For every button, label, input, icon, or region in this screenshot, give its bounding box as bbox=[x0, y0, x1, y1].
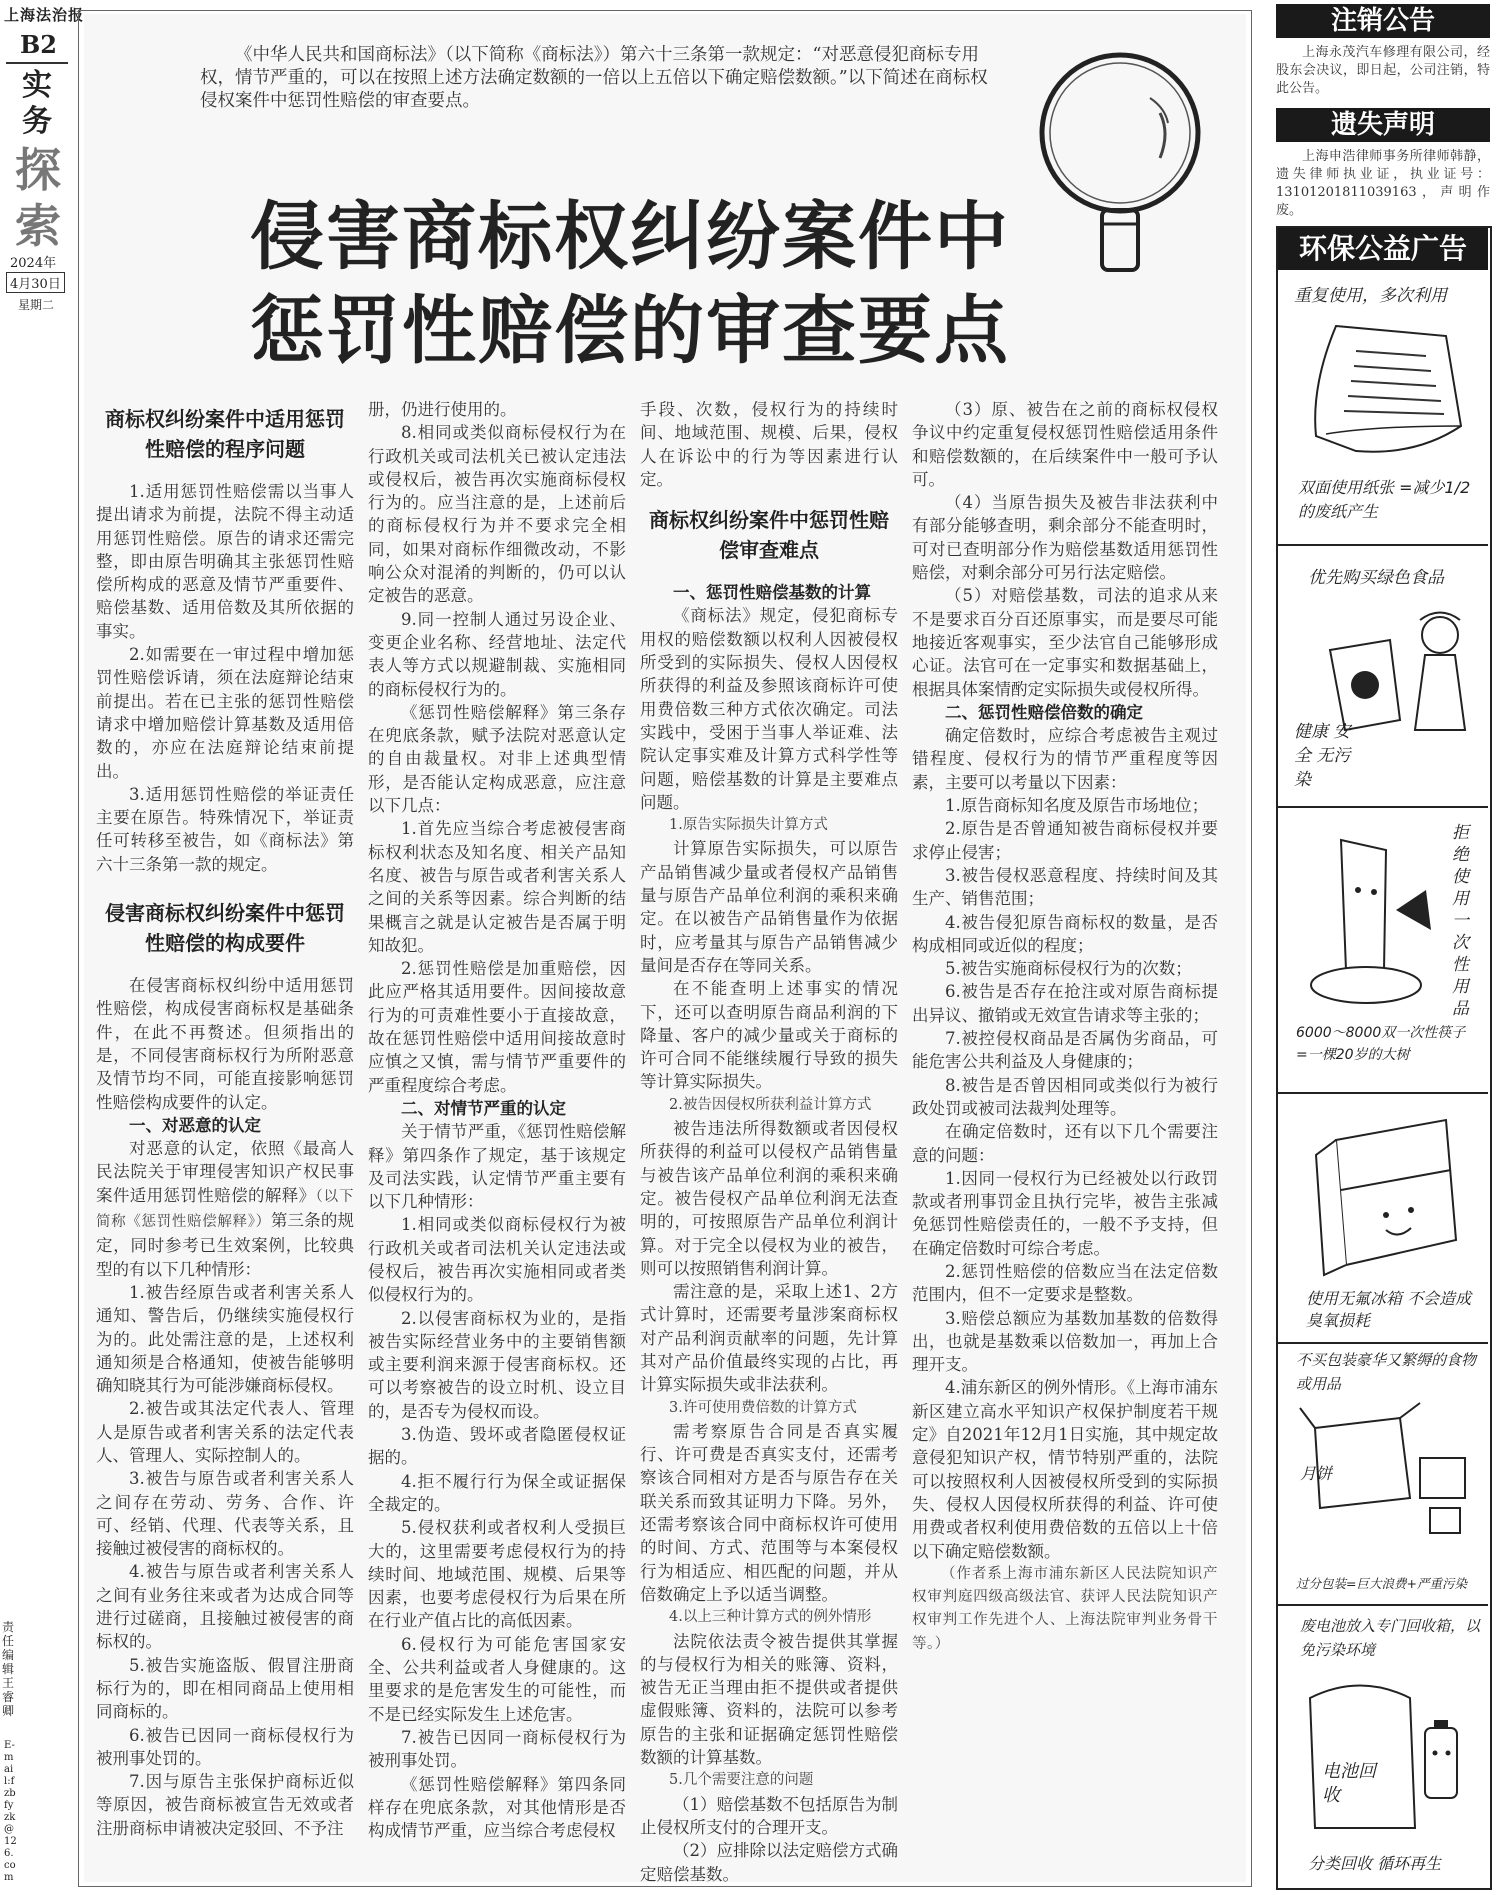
paragraph: 3.被告侵权恶意程度、持续时间及其生产、销售范围； bbox=[912, 865, 1218, 909]
paragraph: 法院依法责令被告提供其掌握的与侵权行为相关的账簿、资料，被告无正当理由拒不提供或者提供虚假账簿、资料的，法院可以参考原告的主张和证据确定惩罚性赔偿数额的计算基数。 bbox=[640, 1631, 898, 1768]
paragraph: 3.伪造、毁坏或者隐匿侵权证据的。 bbox=[368, 1425, 626, 1468]
paragraph: 《商标法》规定，侵犯商标专用权的赔偿数额以权利人因被侵权所受到的实际损失、侵权人因侵权所获得的利益及参照该商标许可使用费倍数三种方式依次确定。司法实践中，受困于当事人举证难、法院认定事实难及计算方式科学性等问题，赔偿基数的计算是主要难点问题。 bbox=[640, 606, 898, 812]
paragraph: 需考察原告合同是否真实履行、许可费是否真实支付，还需考察该合同相对方是否与原告存在关联关系而致其证明力下降。另外，还需考察该合同中商标权许可使用的时间、方式、范围等与本案侵权行为相适应、相匹配的问题，并从倍数确定上予以适当调整。 bbox=[640, 1421, 898, 1604]
paragraph-text: 第三条的规定，同时参考已生效案例，比较典型的有以下几种情形： bbox=[96, 1211, 354, 1279]
paragraph: 5.被告实施商标侵权行为的次数； bbox=[945, 959, 1192, 979]
paragraph: 2.被告或其法定代表人、管理人是原告或者利害关系的法定代表人、管理人、实际控制人的。 bbox=[96, 1399, 354, 1465]
paragraph bbox=[96, 1137, 354, 1281]
paragraph: 7.被告已因同一商标侵权行为被刑事处罚。 bbox=[368, 1727, 626, 1771]
issue-date: 4月30日 bbox=[6, 272, 65, 293]
paragraph: （3）原、被告在之前的商标权侵权争议中约定重复侵权惩罚性赔偿适用条件和赔偿数额的，在后续案件中一般可予认可。 bbox=[912, 400, 1218, 489]
small-heading: 5.几个需要注意的问题 bbox=[669, 1772, 814, 1789]
article-column-3 bbox=[640, 398, 898, 1886]
paragraph-note: （以下简称《惩罚性赔偿解释》） bbox=[96, 1188, 355, 1231]
paragraph: 3.适用惩罚性赔偿的举证责任主要在原告。特殊情况下，举证责任可转移至被告，如《商标法》第六十三条第一款的规定。 bbox=[96, 784, 354, 874]
paragraph: 4.浦东新区的例外情形。《上海市浦东新区建立高水平知识产权保护制度若干规定》自2021年12月1日实施，其中规定故意侵犯知识产权，情节特别严重的，法院可以按照权利人因被侵权所受到的实际损失、侵权人因侵权所获得的利益、许可使用费或者权利使用费倍数的五倍以上十倍以下确定赔偿数额。 bbox=[912, 1378, 1218, 1561]
issue-year: 2024年 bbox=[10, 256, 57, 271]
small-heading: 2.被告因侵权所获利益计算方式 bbox=[669, 1096, 872, 1113]
paragraph: 在不能查明上述事实的情况下，还可以查明原告商品利润的下降量、客户的减少量或关于商标的许可合同不能继续履行导致的损失等计算实际损失。 bbox=[640, 979, 898, 1092]
section-heading: 二、对情节严重的认定 bbox=[401, 1098, 566, 1118]
subheading: 商标权纠纷案件中惩罚性赔偿审查难点 bbox=[649, 508, 889, 563]
notice-title: 注销公告 bbox=[1276, 4, 1490, 38]
paragraph: 4.被告侵犯原告商标权的数量，是否构成相同或近似的程度； bbox=[912, 912, 1218, 955]
paragraph: 4.被告与原告或者利害关系人之间有业务往来或者为达成合同等进行过磋商，且接触过被侵害的商标权的。 bbox=[96, 1562, 354, 1652]
tree-stump-icon bbox=[1296, 820, 1436, 1020]
ad-caption: 废电池放入专门回收箱，以免污染环境 bbox=[1300, 1617, 1481, 1659]
paragraph: 手段、次数，侵权行为的持续时间、地域范围、规模、后果，侵权人在诉讼中的行为等因素进行认定。 bbox=[640, 400, 898, 489]
paragraph: 1.被告经原告或者利害关系人通知、警告后，仍继续实施侵权行为的。此处需注意的是，上述权利通知须是合格通知，使被告能够明确知晓其行为可能涉嫌商标侵权。 bbox=[96, 1282, 354, 1396]
paragraph: 1.因同一侵权行为已经被处以行政罚款或者刑事罚金且执行完毕，被告主张减免惩罚性赔偿责任的，一般不予支持，但在确定倍数时可综合考虑。 bbox=[912, 1168, 1218, 1258]
paragraph: 1.相同或类似商标侵权行为被行政机关或者司法机关认定违法或侵权后，被告再次实施相同或者类似侵权行为的。 bbox=[368, 1215, 626, 1305]
paper-icon bbox=[1296, 316, 1476, 466]
paragraph: 2.如需要在一审过程中增加惩罚性赔偿诉请，须在法庭辩论结束前提出。若在已主张的惩罚性赔偿请求中增加赔偿计算基数及适用倍数的，亦应在法庭辩论结束前提出。 bbox=[96, 645, 354, 781]
paragraph: 关于情节严重，《惩罚性赔偿解释》第四条作了规定，基于该规定及司法实践，认定情节严重主要有以下几种情形： bbox=[368, 1122, 626, 1212]
paragraph: 7.因与原告主张保护商标近似等原因，被告商标被宣告无效或者注册商标申请被决定驳回、不予注 bbox=[96, 1772, 354, 1838]
subheading: 侵害商标权纠纷案件中惩罚性赔偿的构成要件 bbox=[105, 901, 345, 956]
small-heading: 4.以上三种计算方式的例外情形 bbox=[669, 1609, 872, 1626]
battery-bin-label: 电池回收 bbox=[1322, 1761, 1376, 1806]
issue-weekday: 星期二 bbox=[18, 298, 55, 312]
paragraph: 被告违法所得数额或者因侵权所获得的利益可以侵权产品销售量与被告该产品单位利润的乘积来确定。被告侵权产品单位利润无法查明的，可按照原告产品单位利润计算。对于完全以侵权为业的被告，则可以按照销售利润计算。 bbox=[640, 1119, 898, 1278]
paragraph: 1.首先应当综合考虑被侵害商标权利状态及知名度、相关产品知名度、被告与原告或者利害关系人之间的关系等因素。综合判断的结果概言之就是认定被告是否属于明知故犯。 bbox=[368, 819, 626, 955]
ad-caption: 重复使用，多次利用 bbox=[1294, 286, 1447, 306]
paragraph: 《惩罚性赔偿解释》第四条同样存在兜底条款，对其他情形是否构成情节严重，应当综合考虑侵权 bbox=[368, 1774, 626, 1841]
paragraph: （2）应排除以法定赔偿方式确定赔偿基数。 bbox=[640, 1841, 898, 1884]
section-label: 实务 bbox=[22, 68, 52, 139]
notice-title: 遗失声明 bbox=[1276, 108, 1490, 142]
ad-caption: 分类回收 循环再生 bbox=[1308, 1854, 1442, 1873]
paragraph: 3.被告与原告或者利害关系人之间存在劳动、劳务、合作、许可、经销、代理、代表等关系，且接触过被侵害的商标权的。 bbox=[96, 1469, 354, 1559]
section-sublabel: 探索 bbox=[15, 143, 61, 253]
paragraph: （4）当原告损失及被告非法获利中有部分能够查明，剩余部分不能查明时，可对已查明部分作为赔偿基数适用惩罚性赔偿，对剩余部分可另行法定赔偿。 bbox=[912, 493, 1218, 583]
article-column-4 bbox=[912, 398, 1218, 1656]
paragraph: （1）赔偿基数不包括原告为制止侵权所支付的合理开支。 bbox=[640, 1794, 898, 1837]
paragraph: 在侵害商标权纠纷中适用惩罚性赔偿，构成侵害商标权是基础条件，在此不再赘述。但须指出的是，不同侵害商标权行为所附恶意及情节均不同，可能直接影响惩罚性赔偿构成要件的认定。 bbox=[96, 976, 354, 1112]
section-heading: 一、惩罚性赔偿基数的计算 bbox=[673, 583, 871, 603]
ad-caption: 6000～8000双一次性筷子 =一棵20岁的大树 bbox=[1296, 1025, 1466, 1063]
ad-caption: 优先购买绿色食品 bbox=[1308, 568, 1444, 588]
ad-caption: 使用无氟冰箱 不会造成臭氧损耗 bbox=[1306, 1289, 1472, 1330]
paragraph-text: 对恶意的认定，依照《最高人民法院关于审理侵害知识产权民事案件适用惩罚性赔偿的解释》 bbox=[96, 1139, 354, 1205]
page-number: B2 bbox=[20, 30, 57, 59]
notice-text: 上海申浩律师事务所律师韩静，遗失律师执业证，执业证号：13101201811039163，声明作废。 bbox=[1276, 149, 1490, 218]
headline-line-2: 惩罚性赔偿的审查要点 bbox=[250, 288, 1010, 374]
paragraph: （5）对赔偿基数，司法的追求从来不是要求百分百还原事实，而是要尽可能地接近客观事实，至少法官自己能够形成心证。法官可在一定事实和数据基础上，根据具体案情酌定实际损失或侵权所得。 bbox=[912, 586, 1218, 699]
small-heading: 1.原告实际损失计算方式 bbox=[669, 817, 828, 834]
paragraph: 6.被告已因同一商标侵权行为被刑事处罚的。 bbox=[96, 1725, 354, 1768]
section-heading: 二、惩罚性赔偿倍数的确定 bbox=[945, 702, 1143, 722]
fridge-icon bbox=[1296, 1110, 1476, 1280]
battery-bin-icon bbox=[1290, 1668, 1480, 1838]
section-heading: 一、对恶意的认定 bbox=[129, 1115, 261, 1135]
editor-email: E-mail:fzbfyzk@126.com bbox=[4, 1740, 17, 1883]
paragraph: 2.以侵害商标权为业的，是指被告实际经营业务中的主要销售额或主要利润来源于侵害商标权。还可以考察被告的设立时机、设立目的，是否专为侵权而设。 bbox=[368, 1308, 626, 1421]
paragraph: 1.适用惩罚性赔偿需以当事人提出请求为前提，法院不得主动适用惩罚性赔偿。原告的请求还需完整，即由原告明确其主张惩罚性赔偿所构成的恶意及情节严重要件、赔偿基数、适用倍数及其所依据的事实。 bbox=[96, 482, 354, 641]
author-note: （作者系上海市浦东新区人民法院知识产权审判庭四级高级法官、获评人民法院知识产权审判工作先进个人、上海法院审判业务骨干等。） bbox=[912, 1565, 1218, 1652]
paragraph: 《惩罚性赔偿解释》第三条存在兜底条款，赋予法院对恶意认定的自由裁量权。对非上述典型情形，是否能认定构成恶意，应注意以下几点： bbox=[368, 702, 626, 816]
ad-caption: 过分包装=巨大浪费+严重污染 bbox=[1296, 1576, 1467, 1591]
paragraph: 9.同一控制人通过另设企业、变更企业名称、经营地址、法定代表人等方式以规避制裁、实施相同的商标侵权行为的。 bbox=[368, 609, 626, 699]
paragraph: 需注意的是，采取上述1、2方式计算时，还需要考量涉案商标权对产品利润贡献率的问题，先计算其对产品价值最终实现的占比，再计算实际损失或非法获利。 bbox=[640, 1282, 898, 1395]
subheading: 商标权纠纷案件中适用惩罚性赔偿的程序问题 bbox=[105, 407, 345, 461]
paragraph: 2.惩罚性赔偿是加重赔偿，因此应严格其适用要件。因间接故意行为的可责难性要小于直接故意，故在惩罚性赔偿中适用间接故意时应慎之又慎，需与情节严重要件的严重程度综合考虑。 bbox=[368, 959, 626, 1095]
paragraph: 5.被告实施盗版、假冒注册商标行为的，即在相同商品上使用相同商标的。 bbox=[96, 1655, 354, 1722]
paragraph: 6.被告是否存在抢注或对原告商标提出异议、撤销或无效宣告请求等主张的； bbox=[912, 982, 1218, 1025]
paragraph: 4.拒不履行行为保全或证据保全裁定的。 bbox=[368, 1471, 626, 1514]
lead-paragraph: 《中华人民共和国商标法》（以下简称《商标法》）第六十三条第一款规定：“对恶意侵犯商标专用权，情节严重的，可以在按照上述方法确定数额的一倍以上五倍以下确定赔偿数额。”以下简述在商标权侵权案件中惩罚性赔偿的审查要点。 bbox=[200, 45, 988, 111]
paragraph: 5.侵权获利或者权利人受损巨大的，这里需要考虑侵权行为的持续时间、地域范围、规模、后果等因素，也要考虑侵权行为后果在所在行业产值占比的高低因素。 bbox=[368, 1518, 626, 1631]
paragraph: 8.相同或类似商标侵权行为在行政机关或司法机关已被认定违法或侵权后，被告再次实施商标侵权行为的。应当注意的是，上述前后的商标侵权行为并不要求完全相同，如果对商标作细微改动，不影响公众对混淆的判断的，仍可以认定被告的恶意。 bbox=[368, 423, 626, 606]
paragraph: 3.赔偿总额应为基数加基数的倍数得出，也就是基数乘以倍数加一，再加上合理开支。 bbox=[912, 1308, 1218, 1375]
headline-line-1: 侵害商标权纠纷案件中 bbox=[250, 194, 1010, 280]
divider bbox=[6, 62, 68, 64]
package-label: 月饼 bbox=[1300, 1464, 1333, 1483]
editor-credit: 责任编辑 王睿卿 bbox=[2, 1620, 15, 1718]
headline bbox=[250, 190, 1150, 378]
paragraph: 计算原告实际损失，可以原告产品销售减少量或者侵权产品销售量与原告产品单位利润的乘积来确定。在以被告产品销售量作为依据时，应考量其与原告产品销售减少量间是否存在等同关系。 bbox=[640, 839, 898, 975]
paragraph: 6.侵权行为可能危害国家安全、公共利益或者人身健康的。这里要求的是危害发生的可能性，而不是已经实际发生上述危害。 bbox=[368, 1634, 626, 1724]
paragraph: 2.惩罚性赔偿的倍数应当在法定倍数范围内，但不一定要求是整数。 bbox=[912, 1261, 1218, 1305]
small-heading: 3.许可使用费倍数的计算方式 bbox=[669, 1399, 857, 1416]
paragraph: 7.被控侵权商品是否属伪劣商品，可能危害公共利益及人身健康的； bbox=[912, 1029, 1218, 1072]
article-column-2 bbox=[368, 398, 626, 1842]
ad-title: 环保公益广告 bbox=[1278, 228, 1488, 270]
ad-caption: 健康 安全 无污染 bbox=[1294, 722, 1351, 790]
notice-text: 上海永茂汽车修理有限公司，经股东会决议，即日起，公司注销，特此公告。 bbox=[1276, 45, 1490, 96]
paragraph: 8.被告是否曾因相同或类似行为被行政处罚或被司法裁判处理等。 bbox=[912, 1075, 1218, 1118]
article-column-1 bbox=[96, 398, 354, 1840]
paragraph: 册，仍进行使用的。 bbox=[368, 400, 517, 419]
paragraph: 1.原告商标知名度及原告市场地位； bbox=[945, 796, 1209, 816]
masthead: 上海法治报 bbox=[4, 6, 85, 24]
ad-caption: 双面使用纸张 =减少1/2的废纸产生 bbox=[1298, 478, 1471, 521]
paragraph: 2.原告是否曾通知被告商标侵权并要求停止侵害； bbox=[912, 819, 1218, 862]
paragraph: 在确定倍数时，还有以下几个需要注意的问题： bbox=[912, 1122, 1218, 1165]
ad-caption: 拒绝使用一次性用品 bbox=[1452, 823, 1469, 1019]
ad-caption: 不买包装豪华又繁缛的食物或用品 bbox=[1296, 1351, 1477, 1393]
paragraph: 确定倍数时，应综合考虑被告主观过错程度、侵权行为的情节严重程度等因素，主要可以考量以下因素： bbox=[912, 726, 1218, 792]
